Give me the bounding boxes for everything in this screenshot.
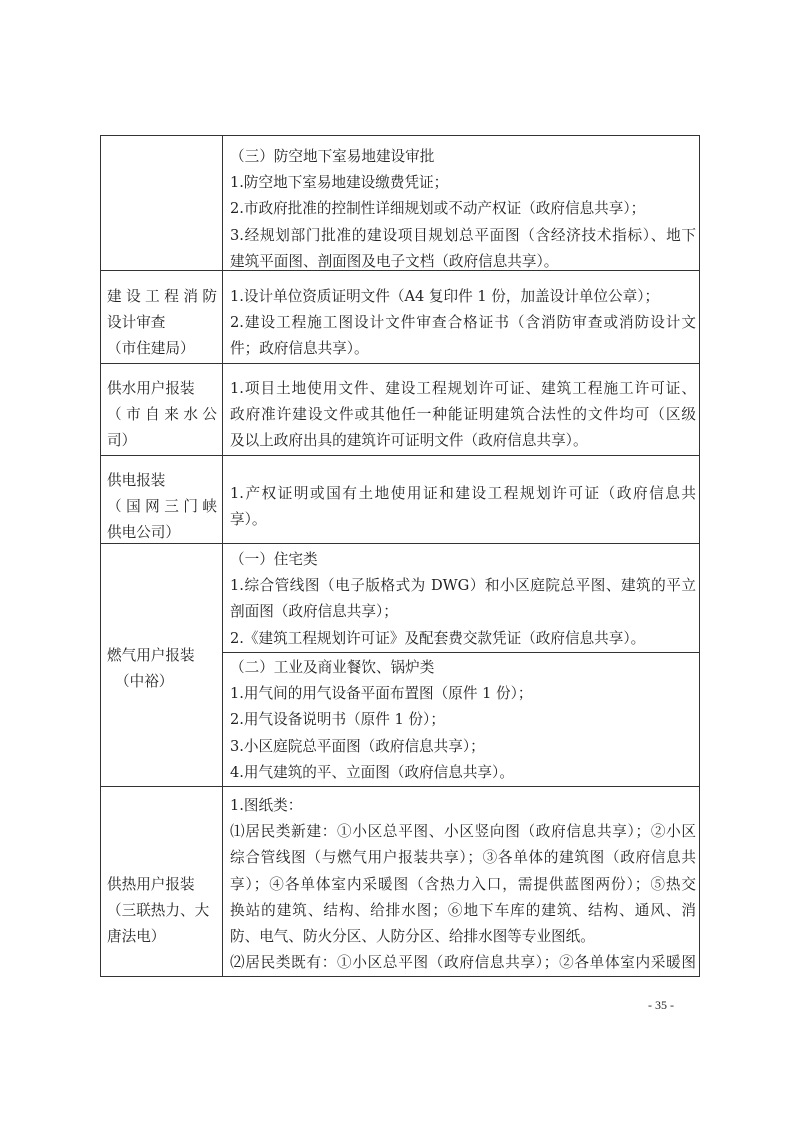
name-line: 供热用户报装 [107,876,195,893]
content-line: 综合管线图（与燃气用户报装共享）；③各单体的建筑图（政府信息共 [230,849,696,867]
row-3-name [107,376,217,455]
page-number: - 35 - [648,998,674,1012]
name-line: 设计审查 [107,314,166,332]
content-line: 1.设计单位资质证明文件（A4 复印件 1 份，加盖设计单位公章）； [230,288,660,305]
name-line: （市自来水公 [107,406,217,424]
name-line: （国网三门峡 [107,498,217,516]
content-line: 1.项目土地使用文件、建设工程规划许可证、建筑工程施工许可证、 [230,380,696,397]
content-line: 剖面图（政府信息共享）； [230,603,398,621]
row-3-content [230,376,696,455]
content-line: 2.市政府批准的控制性详细规划或不动产权证（政府信息共享）； [230,200,646,218]
name-line: 供电公司） [107,524,180,542]
content-line: ⑴居民类新建：①小区总平图、小区竖向图（政府信息共享）；②小区 [230,823,696,841]
name-line: 供电报装 [107,472,166,489]
content-line: 换站的建筑、结构、给排水图；⑥地下车库的建筑、结构、通风、消 [230,901,696,919]
content-line: 防、电气、防火分区、人防分区、给排水图等专业图纸。 [230,928,595,946]
content-line: 1.综合管线图（电子版格式为 DWG）和小区庭院总平图、建筑的平立 [230,577,696,595]
row-2-content [230,284,696,363]
content-line: 2.建设工程施工图设计文件审查合格证书（含消防审查或消防设计文 [230,314,696,332]
row-5-content-residential [230,547,696,652]
content-line: 享）；④各单体室内采暖图（含热力入口，需提供蓝图两份）；⑤热交 [230,875,696,893]
name-line: 建设工程消防 [107,288,217,305]
name-line: （三联热力、大 [107,902,210,920]
row-2-name [107,284,217,363]
name-line: 供水用户报装 [107,380,195,397]
name-line: 司） [107,432,137,450]
content-line: （三）防空地下室易地建设审批 [230,148,435,165]
row-1-content [230,144,696,275]
content-line: 1.产权证明或国有土地使用证和建设工程规划许可证（政府信息共 [230,485,696,502]
name-line: （市住建局） [107,340,195,358]
content-line: 2.《建筑工程规划许可证》及配套费交款凭证（政府信息共享）。 [230,629,646,647]
row-4-name [107,468,217,547]
name-line: 唐法电） [107,928,166,946]
row-divider [101,363,699,364]
row-5-content-commercial [230,655,696,786]
content-line: 3.经规划部门批准的建设项目规划总平面图（含经济技术指标）、地下 [230,226,696,244]
content-line: ⑵居民类既有：①小区总平图（政府信息共享）；②各单体室内采暖图 [230,954,696,972]
content-line: 1.用气间的用气设备平面布置图（原件 1 份）； [230,685,533,703]
content-line: 2.用气设备说明书（原件 1 份）； [230,711,445,729]
name-line: 燃气用户报装 [107,647,195,664]
content-line: 1.防空地下室易地建设缴费凭证； [230,174,449,192]
content-line: 政府准许建设文件或其他任一种能证明建筑合法性的文件均可（区级 [230,406,696,424]
requirements-table [100,135,700,977]
content-line: 件；政府信息共享）。 [230,340,369,358]
column-divider [222,136,223,976]
name-line: （中裕） [115,673,174,691]
row-divider [101,455,699,456]
row-6-name [107,872,217,951]
content-line: 及以上政府出具的建筑许可证明文件（政府信息共享）。 [230,432,588,450]
content-line: 1.图纸类： [230,797,303,814]
content-line: 4.用气建筑的平、立面图（政府信息共享）。 [230,763,514,781]
row-divider [101,786,699,787]
content-line: （二）工业及商业餐饮、锅炉类 [230,659,435,676]
content-line: 3.小区庭院总平面图（政府信息共享）； [230,737,485,755]
content-line: 建筑平面图、剖面图及电子文档（政府信息共享）。 [230,252,559,270]
content-line: （一）住宅类 [230,551,318,568]
subrow-divider [222,652,699,653]
row-4-content [230,481,696,533]
row-5-name [107,643,217,695]
content-line: 享）。 [230,511,267,529]
row-6-content [230,793,696,976]
